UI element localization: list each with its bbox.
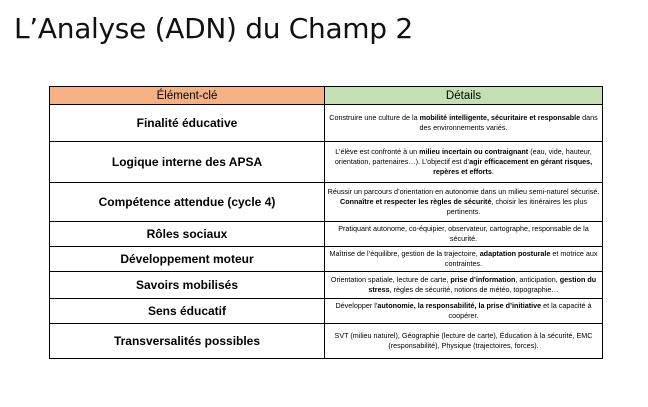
row-key: Développement moteur — [50, 247, 325, 272]
emphasis-text: agir efficacement en gérant risques, repères et efforts — [433, 157, 593, 176]
row-details: Orientation spatiale, lecture de carte, prise d’information, anticipation, gestion du stress, règles de sécurité, notions de météo, topographie… — [325, 272, 603, 299]
table-row — [50, 272, 603, 299]
table-row — [50, 324, 603, 359]
row-key: Finalité éducative — [50, 105, 325, 142]
table-row — [50, 142, 603, 183]
row-details: Développer l’autonomie, la responsabilité, la prise d’initiative et la capacité à coopérer. — [325, 299, 603, 324]
emphasis-text: Connaître et respecter les règles de sécurité — [340, 197, 492, 206]
table-header-row — [50, 87, 603, 105]
emphasis-text: milieu incertain ou contraignant — [419, 147, 529, 156]
table-row — [50, 222, 603, 247]
header-key: Élément-clé — [50, 87, 325, 105]
emphasis-text: gestion du stress — [368, 275, 597, 294]
row-key: Savoirs mobilisés — [50, 272, 325, 299]
row-key: Compétence attendue (cycle 4) — [50, 183, 325, 222]
row-details: Réussir un parcours d’orientation en autonomie dans un milieu semi-naturel sécurisé. Connaître et respecter les règles de sécurité, choisir les itinéraires les plus pertinents. — [325, 183, 603, 222]
row-details: SVT (milieu naturel), Géographie (lecture de carte), Éducation à la sécurité, EMC (responsabilité), Physique (trajectoires, forces). — [325, 324, 603, 359]
slide-title: L’Analyse (ADN) du Champ 2 — [14, 12, 413, 45]
emphasis-text: autonomie, la responsabilité, la prise d’initiative — [377, 301, 542, 310]
row-details: Maîtrise de l’équilibre, gestion de la trajectoire, adaptation posturale et motrice aux contraintes. — [325, 247, 603, 272]
analysis-table — [49, 86, 603, 359]
row-key: Transversalités possibles — [50, 324, 325, 359]
table-row — [50, 299, 603, 324]
emphasis-text: adaptation posturale — [479, 249, 551, 258]
table-row — [50, 105, 603, 142]
table-row — [50, 247, 603, 272]
row-key: Sens éducatif — [50, 299, 325, 324]
header-details: Détails — [325, 87, 603, 105]
row-details: Construire une culture de la mobilité intelligente, sécuritaire et responsable dans des environnements variés. — [325, 105, 603, 142]
row-details: Pratiquant autonome, co-équipier, observateur, cartographe, responsable de la sécurité. — [325, 222, 603, 247]
row-key: Rôles sociaux — [50, 222, 325, 247]
row-details: L’élève est confronté à un milieu incertain ou contraignant (eau, vide, hauteur, orientation, partenaires…). L’objectif est d’agir efficacement en gérant risques, repères et efforts. — [325, 142, 603, 183]
emphasis-text: mobilité intelligente, sécuritaire et responsable — [419, 113, 581, 122]
row-key: Logique interne des APSA — [50, 142, 325, 183]
table-row — [50, 183, 603, 222]
emphasis-text: prise d’information — [450, 275, 516, 284]
